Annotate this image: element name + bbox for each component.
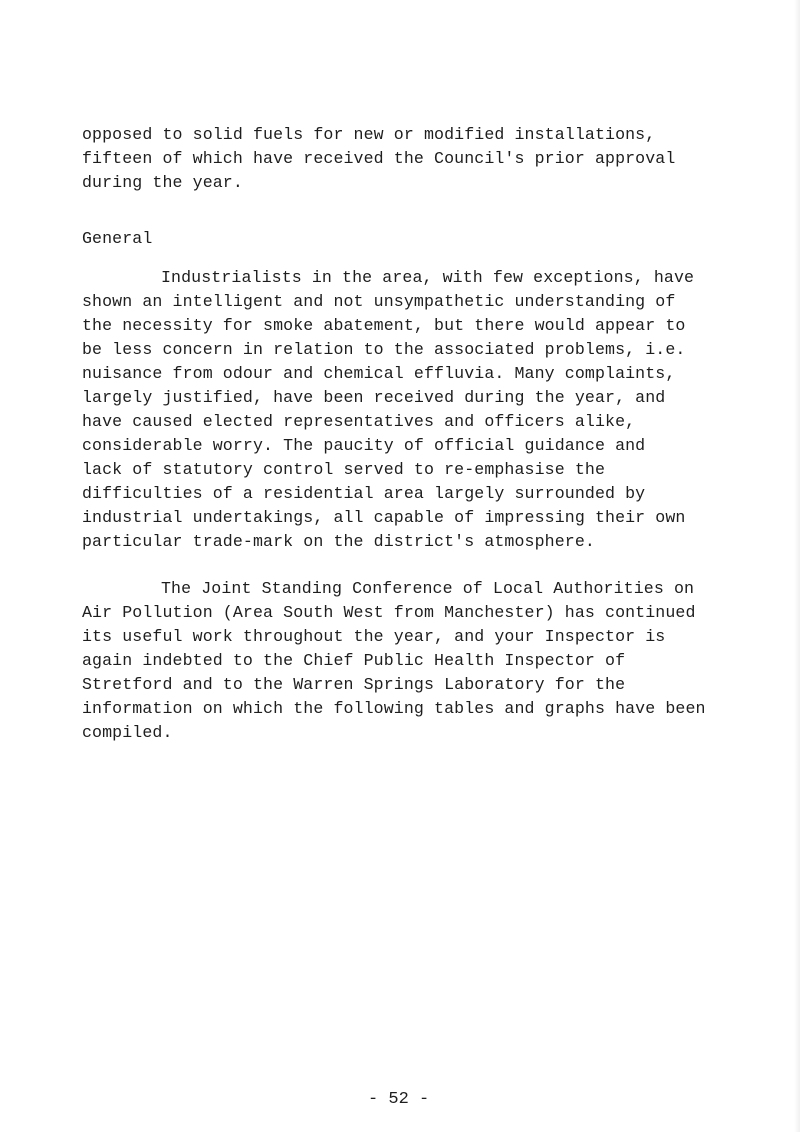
paragraph-3-line-7: compiled.: [82, 723, 173, 742]
paragraph-3-line-2: Air Pollution (Area South West from Manchester) has continued: [82, 603, 696, 622]
paragraph-2-line-5: nuisance from odour and chemical effluvia. Many complaints,: [82, 364, 676, 383]
paragraph-2-line-3: the necessity for smoke abatement, but there would appear to: [82, 316, 686, 335]
paragraph-1-line-3: during the year.: [82, 173, 243, 192]
page-edge-shadow: [794, 0, 800, 1132]
paragraph-2-line-4: be less concern in relation to the associated problems, i.e.: [82, 340, 686, 359]
section-heading-general: General: [82, 229, 153, 248]
paragraph-2-line-8: considerable worry. The paucity of official guidance and: [82, 436, 646, 455]
paragraph-2-line-10: difficulties of a residential area largely surrounded by: [82, 484, 646, 503]
paragraph-2-line-2: shown an intelligent and not unsympathetic understanding of: [82, 292, 676, 311]
paragraph-2-line-7: have caused elected representatives and officers alike,: [82, 412, 636, 431]
paragraph-2-line-11: industrial undertakings, all capable of impressing their own: [82, 508, 686, 527]
paragraph-1-line-2: fifteen of which have received the Council's prior approval: [82, 149, 676, 168]
paragraph-3-line-3: its useful work throughout the year, and your Inspector is: [82, 627, 666, 646]
paragraph-3-line-5: Stretford and to the Warren Springs Laboratory for the: [82, 675, 626, 694]
paragraph-3-line-4: again indebted to the Chief Public Health Inspector of: [82, 651, 626, 670]
paragraph-2-line-6: largely justified, have been received during the year, and: [82, 388, 666, 407]
paragraph-3-line-6: information on which the following tables and graphs have been: [82, 699, 706, 718]
paragraph-1-line-1: opposed to solid fuels for new or modified installations,: [82, 125, 656, 144]
paragraph-2-line-1: Industrialists in the area, with few exceptions, have: [161, 268, 695, 287]
paragraph-2-line-9: lack of statutory control served to re-emphasise the: [82, 460, 606, 479]
paragraph-2-line-12: particular trade-mark on the district's atmosphere.: [82, 532, 595, 551]
paragraph-3-line-1: The Joint Standing Conference of Local Authorities on: [161, 579, 695, 598]
page-number: - 52 -: [368, 1090, 430, 1109]
